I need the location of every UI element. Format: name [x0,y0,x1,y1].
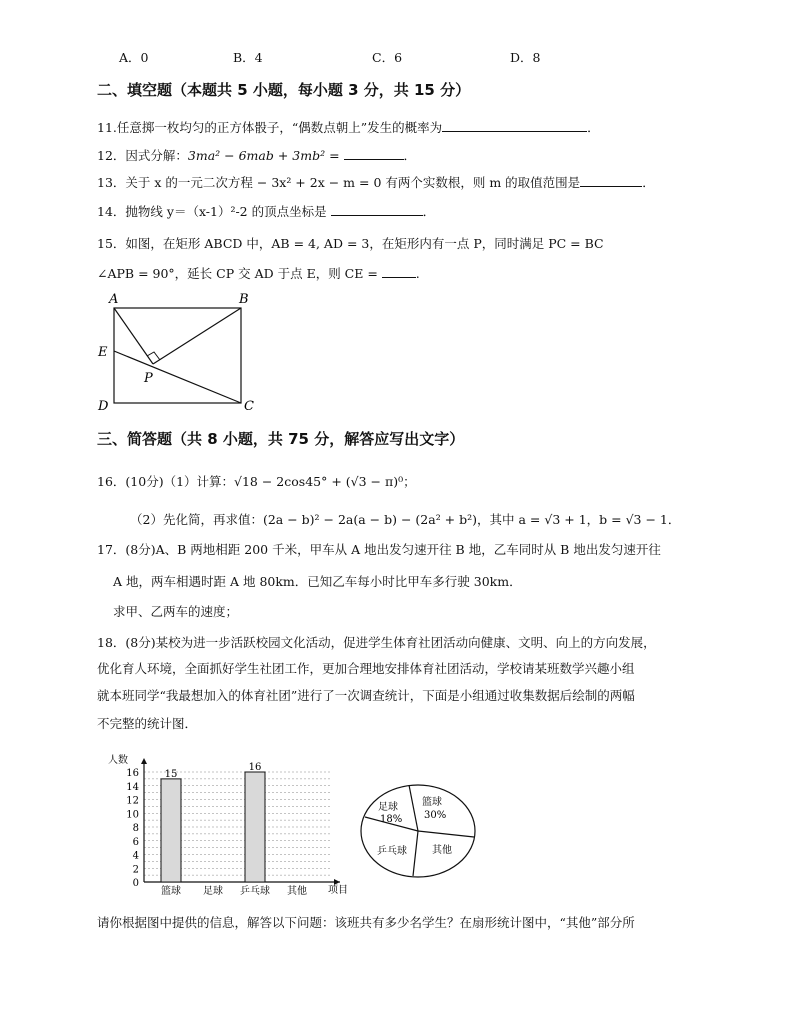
bar-ytick-label: 2 [132,864,139,876]
bar-ytick-label: 16 [126,768,139,779]
segment-ec [114,351,241,403]
rect-abcd [114,308,241,403]
bar-ytick-label: 8 [132,823,139,834]
option-a: A．0 [119,50,149,65]
pie-value-basketball: 30% [424,810,447,821]
q18-line3: 就本班同学“我最想加入的体育社团”进行了一次调查统计，下面是小组通过收集数据后绘制的两幅 [97,688,635,703]
bar-ylabel: 人数 [108,755,128,766]
bar-ytick-label: 0 [132,878,139,889]
label-a: A [109,292,119,307]
q12-blank[interactable] [344,146,404,160]
q17-line3: 求甲、乙两车的速度； [113,604,239,619]
bar-category-label: 篮球 [161,886,181,897]
q11-blank[interactable] [442,118,587,132]
bar-ytick-label: 14 [126,781,139,793]
pie-label-basketball: 篮球 [422,797,442,808]
bar-chart [100,750,360,900]
bar-ytick-label: 10 [126,809,139,821]
bar-ytick-label: 12 [126,795,139,807]
q12-expr: 3ma² − 6mab + 3mb² = [187,148,340,163]
bar-data-label: 16 [248,762,262,773]
pie-label-pingpong: 乒乓球 [377,846,407,857]
pie-label-other: 其他 [432,845,452,856]
q14-text: 14．抛物线 y＝（x-1）²-2 的顶点坐标是 [97,204,327,219]
bar-y-arrow [141,758,147,764]
bar-category-label: 其他 [287,886,307,897]
q18-line1: 18．(8分)某校为进一步活跃校园文化活动，促进学生体育社团活动向健康、文明、向上的方向发展， [97,635,656,650]
q15-line2: ∠APB = 90°，延长 CP 交 AD 于点 E，则 CE = . [97,266,420,281]
q12-prefix: 12．因式分解： [97,148,188,163]
option-d: D．8 [510,50,541,65]
q16-part2: （2）先化简，再求值：(2a − b)² − 2a(a − b) − (2a² + b²)，其中 a = √3 + 1，b = √3 − 1． [130,512,681,527]
q15-line2-text: ∠APB = 90°，延长 CP 交 AD 于点 E，则 CE = [97,266,378,281]
bar-xlabel: 项目 [328,885,348,896]
section3-title: 三、简答题（共 8 小题，共 75 分，解答应写出文字） [97,430,465,448]
q17-line1: 17．(8分)A、B 两地相距 200 千米，甲车从 A 地出发匀速开往 B 地，乙车同时从 B 地出发匀速开往 [97,542,661,557]
bar-category-label: 乒乓球 [240,886,270,897]
bar [245,772,265,882]
label-e: E [98,345,108,360]
bar-labels [126,762,307,897]
q11: 11.任意掷一枚均匀的正方体骰子，“偶数点朝上”发生的概率为 ． [97,120,600,135]
q14: 14．抛物线 y＝（x-1）²-2 的顶点坐标是 ． [97,204,436,219]
option-c: C．6 [372,50,403,65]
q13-text: 13．关于 x 的一元二次方程 − 3x² + 2x − m = 0 有两个实数根，则 m 的取值范围是 [97,175,581,190]
pie-label-football: 足球 [378,802,398,813]
bar-category-label: 足球 [203,886,223,897]
segment-pb [153,308,241,364]
section2-title: 二、填空题（本题共 5 小题，每小题 3 分，共 15 分） [97,81,471,99]
q16-part1: 16．(10分)（1）计算：√18 − 2cos45° + (√3 − π)⁰； [97,474,416,489]
option-b: B．4 [233,50,263,65]
q17-line2: A 地，两车相遇时距 A 地 80km．已知乙车每小时比甲车多行驶 30km． [113,574,522,589]
bar-ytick-label: 4 [132,850,139,862]
q18-line5: 请你根据图中提供的信息，解答以下问题：该班共有多少名学生？在扇形统计图中，“其他”部分所 [97,915,635,930]
label-p: P [144,371,153,386]
label-c: C [244,399,254,414]
q11-text: 11.任意掷一枚均匀的正方体骰子，“偶数点朝上”发生的概率为 [97,120,443,135]
bar [161,779,181,882]
label-b: B [239,292,249,307]
q13-blank[interactable] [580,173,642,187]
q18-line2: 优化育人环境，全面抓好学生社团工作，更加合理地安排体育社团活动，学校请某班数学兴趣小组 [97,661,635,676]
q13: 13．关于 x 的一元二次方程 − 3x² + 2x − m = 0 有两个实数根，则 m 的取值范围是 ． [97,175,655,190]
rectangle-figure [92,288,272,416]
q15-line1: 15．如图，在矩形 ABCD 中，AB = 4, AD = 3，在矩形内有一点 P，同时满足 PC = BC [97,236,604,251]
q18-line4: 不完整的统计图． [97,716,198,731]
q14-blank[interactable] [331,202,423,216]
q12: 12．因式分解：3ma² − 6mab + 3mb² = ． [97,148,417,163]
pie-value-football: 18% [380,814,403,825]
bar-ytick-label: 6 [132,836,139,848]
label-d: D [98,399,109,414]
bar-data-label: 15 [164,768,178,780]
q15-blank[interactable] [382,264,416,278]
pie-chart [356,780,486,890]
